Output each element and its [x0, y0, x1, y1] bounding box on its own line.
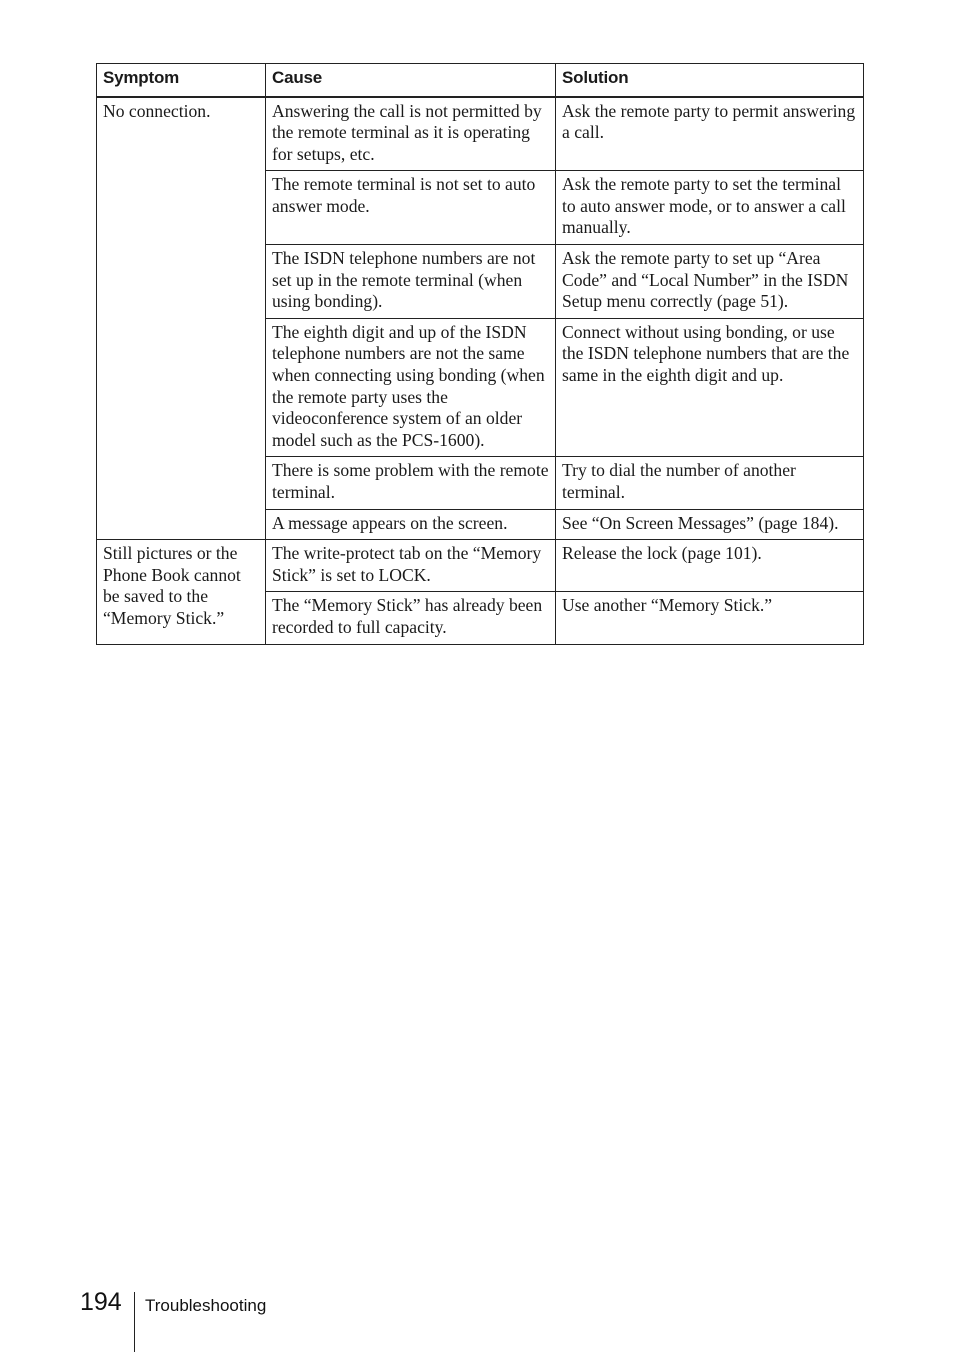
table-row: [97, 97, 864, 171]
cause-cell: The “Memory Stick” has already been recorded to full capacity.: [266, 592, 556, 644]
solution-cell: Connect without using bonding, or use the ISDN telephone numbers that are the same in the eighth digit and up.: [556, 318, 864, 457]
header-cause: Cause: [266, 64, 556, 97]
cause-cell: A message appears on the screen.: [266, 509, 556, 540]
table-header-row: [97, 64, 864, 97]
solution-cell: Try to dial the number of another terminal.: [556, 457, 864, 509]
cause-cell: Answering the call is not permitted by the remote terminal as it is operating for setups, etc.: [266, 97, 556, 171]
solution-cell: See “On Screen Messages” (page 184).: [556, 509, 864, 540]
cause-cell: The remote terminal is not set to auto answer mode.: [266, 171, 556, 245]
solution-cell: Release the lock (page 101).: [556, 540, 864, 592]
solution-cell: Use another “Memory Stick.”: [556, 592, 864, 644]
cause-cell: The eighth digit and up of the ISDN telephone numbers are not the same when connecting using bonding (when the remote party uses the videoconference system of an older model such as the PCS-1600).: [266, 318, 556, 457]
symptom-cell: No connection.: [97, 97, 266, 540]
section-name: Troubleshooting: [145, 1296, 267, 1315]
cause-cell: The write-protect tab on the “Memory Stick” is set to LOCK.: [266, 540, 556, 592]
troubleshooting-table: [96, 63, 864, 645]
solution-cell: Ask the remote party to set the terminal to auto answer mode, or to answer a call manually.: [556, 171, 864, 245]
cause-cell: There is some problem with the remote terminal.: [266, 457, 556, 509]
header-symptom: Symptom: [97, 64, 266, 97]
solution-cell: Ask the remote party to set up “Area Code” and “Local Number” in the ISDN Setup menu correctly (page 51).: [556, 245, 864, 319]
cause-cell: The ISDN telephone numbers are not set up in the remote terminal (when using bonding).: [266, 245, 556, 319]
solution-cell: Ask the remote party to permit answering a call.: [556, 97, 864, 171]
footer-divider: [134, 1292, 135, 1352]
page-number: 194: [80, 1288, 122, 1316]
symptom-cell: Still pictures or the Phone Book cannot be saved to the “Memory Stick.”: [97, 540, 266, 644]
header-solution: Solution: [556, 64, 864, 97]
table-row: [97, 540, 864, 592]
